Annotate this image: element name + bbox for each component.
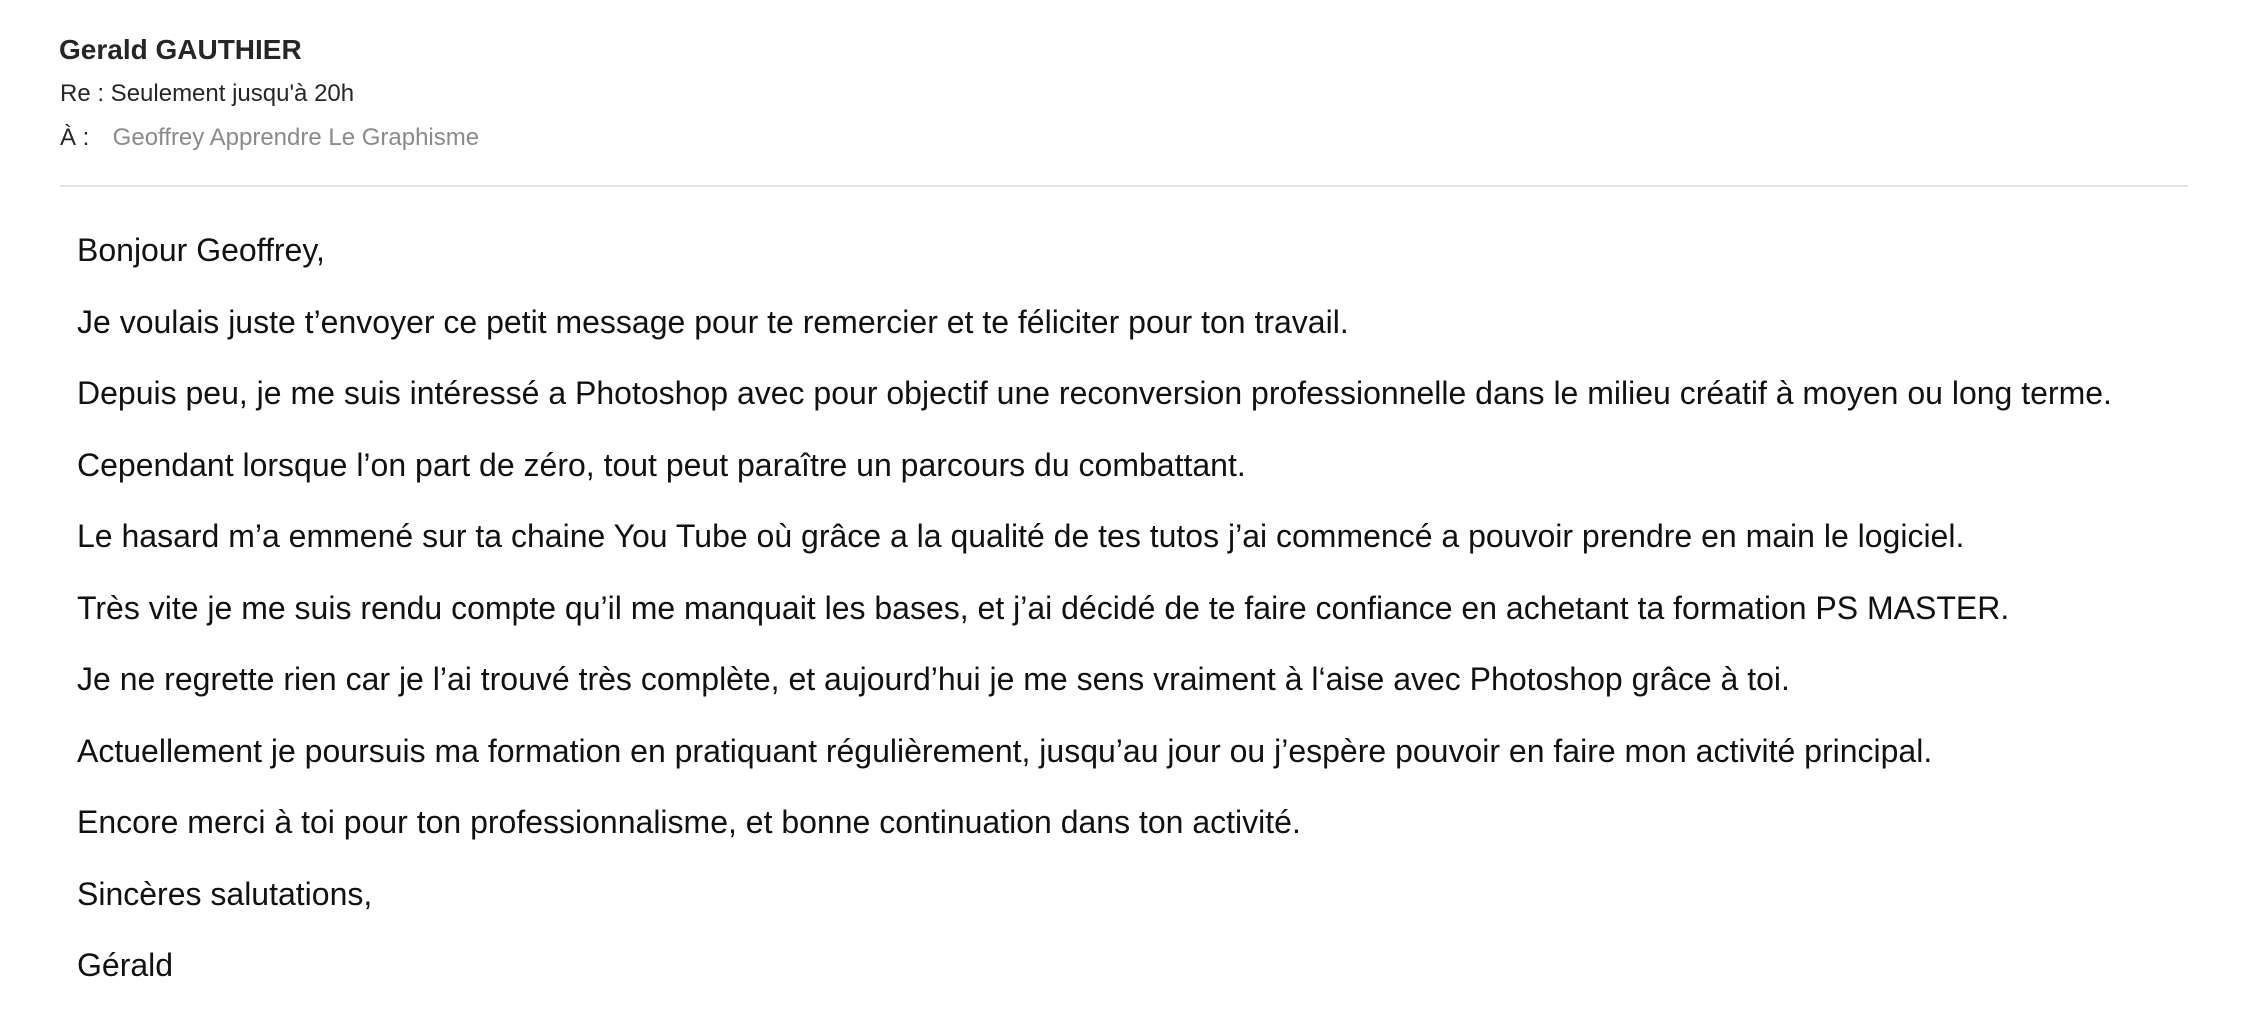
recipient-name[interactable]: Geoffrey Apprendre Le Graphisme [112, 124, 480, 151]
body-paragraph: Actuellement je poursuis ma formation en pratiquant régulièrement, jusqu’au jour ou j’espère pouvoir en faire mon activité principal. [77, 732, 1933, 769]
body-paragraph: Je voulais juste t’envoyer ce petit message pour te remercier et te féliciter pour ton travail. [77, 303, 1349, 340]
recipient-row [60, 121, 479, 155]
sender-name: Gerald GAUTHIER [59, 34, 302, 65]
recipient-label: À : [60, 124, 90, 151]
header-divider [60, 185, 2188, 187]
signature: Gérald [77, 947, 174, 983]
body-paragraph: Encore merci à toi pour ton professionnalisme, et bonne continuation dans ton activité. [77, 804, 1301, 840]
body-paragraph: Cependant lorsque l’on part de zéro, tout peut paraître un parcours du combattant. [77, 446, 1246, 483]
body-paragraph: Depuis peu, je me suis intéressé a Photoshop avec pour objectif une reconversion professionnelle dans le milieu créatif à moyen ou long terme. [77, 375, 2112, 411]
body-paragraph: Très vite je me suis rendu compte qu’il me manquait les bases, et j’ai décidé de te faire confiance en achetant ta formation PS MASTER. [77, 589, 2010, 626]
email-body [77, 228, 2217, 1015]
closing-paragraph: Sincères salutations, [77, 875, 373, 912]
body-paragraph: Le hasard m’a emmené sur ta chaine You Tube où grâce a la qualité de tes tutos j’ai commencé a pouvoir prendre en main le logiciel. [77, 518, 1965, 554]
email-subject: Re : Seulement jusqu'à 20h [60, 80, 355, 107]
greeting-paragraph: Bonjour Geoffrey, [77, 232, 325, 268]
body-paragraph: Je ne regrette rien car je l’ai trouvé très complète, et aujourd’hui je me sens vraiment à l‘aise avec Photoshop grâce à toi. [77, 661, 1790, 697]
